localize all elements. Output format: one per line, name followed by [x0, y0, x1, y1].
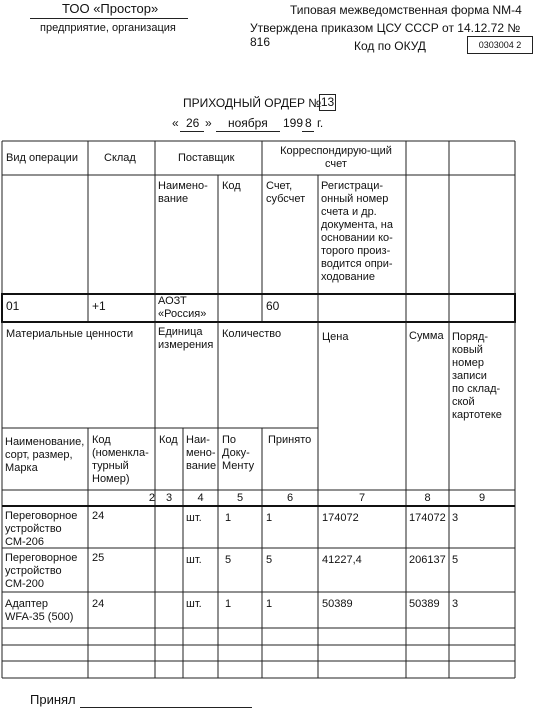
row-index: 5	[452, 554, 459, 566]
date-year-underline	[302, 131, 314, 132]
value-vid-operacii: 01	[6, 299, 20, 313]
header-cena: Цена	[322, 331, 349, 343]
header-prinyato: Принято	[268, 434, 312, 446]
header-postavshik-naim: Наимено- вание	[158, 180, 208, 205]
row-name: Переговорное устройство СМ-200	[5, 552, 78, 590]
row-accepted-qty: 1	[266, 598, 273, 610]
date-open-quote: «	[172, 116, 179, 130]
date-close-quote: »	[205, 116, 212, 130]
header-reg-nomer: Регистраци- онный номер счета и др. документа, на основании ко- торого произ- водится опри- ходование	[321, 180, 393, 283]
header-ed-naim: Наи- мено- вание	[186, 434, 217, 472]
row-price: 41227,4	[322, 554, 362, 566]
header-edinica: Единица измерения	[158, 326, 214, 351]
header-kod-nomenkl: Код (номенкла- турный Номер)	[92, 434, 149, 485]
value-postavshik-naim: АОЗТ «Россия»	[158, 295, 207, 320]
col-number: 8	[424, 492, 431, 504]
okud-code-box	[467, 36, 533, 54]
date-year-digit: 8	[305, 116, 312, 130]
row-unit: шт.	[186, 598, 202, 610]
received-by-signature-line[interactable]	[80, 707, 252, 708]
header-naimenovanie: Наименование, сорт, размер, Марка	[5, 436, 85, 474]
col-number: 4	[197, 492, 204, 504]
row-unit: шт.	[186, 554, 202, 566]
order-number: 13	[320, 95, 335, 109]
row-code: 24	[92, 598, 105, 610]
form-approval-line: Утверждена приказом ЦСУ СССР от 14.12.72 № 816	[250, 21, 521, 49]
organization-caption: предприятие, организация	[40, 22, 176, 34]
received-by-label: Принял	[30, 692, 76, 707]
document-title: ПРИХОДНЫЙ ОРДЕР №	[183, 96, 322, 110]
header-schet-subschet: Счет, субсчет	[266, 180, 306, 205]
date-day-underline	[180, 131, 204, 132]
row-doc-qty: 1	[225, 512, 232, 524]
date-day: 26	[186, 116, 200, 130]
header-vid-operacii: Вид операции	[6, 152, 78, 164]
row-sum: 206137	[409, 554, 446, 566]
organization-name: ТОО «Простор»	[62, 1, 159, 16]
col-number: 2	[148, 492, 155, 504]
row-doc-qty: 1	[225, 598, 232, 610]
header-summa: Сумма	[409, 330, 444, 342]
header-postavshik-kod: Код	[222, 180, 241, 192]
row-accepted-qty: 1	[266, 512, 273, 524]
header-po-dokumentu: По Доку- Менту	[222, 434, 255, 472]
row-doc-qty: 5	[225, 554, 232, 566]
header-kolichestvo: Количество	[222, 328, 282, 340]
row-unit: шт.	[186, 512, 202, 524]
row-index: 3	[452, 512, 459, 524]
row-index: 3	[452, 598, 459, 610]
date-month: ноября	[228, 116, 268, 130]
row-sum: 50389	[409, 598, 440, 610]
row-accepted-qty: 5	[266, 554, 273, 566]
row-code: 25	[92, 552, 105, 564]
header-ed-kod: Код	[159, 434, 178, 446]
date-month-underline	[216, 131, 280, 132]
header-mat-cennosti: Материальные ценности	[6, 328, 134, 340]
col-number: 6	[286, 492, 294, 504]
row-price: 174072	[322, 512, 359, 524]
col-number: 7	[358, 492, 366, 504]
col-number: 3	[165, 492, 173, 504]
form-type-line: Типовая межведомственная форма NM-4	[290, 3, 522, 17]
date-year-prefix: 199	[283, 116, 304, 130]
header-poryad-nomer: Поряд- ковый номер записи по склад- ской картотеке	[452, 331, 502, 421]
organization-underline	[30, 18, 188, 19]
value-sklad: +1	[92, 299, 106, 313]
row-name: Переговорное устройство СМ-206	[5, 510, 78, 548]
row-code: 24	[92, 510, 105, 522]
row-sum: 174072	[409, 512, 446, 524]
col-number: 5	[236, 492, 244, 504]
row-name: Адаптер WFA-35 (500)	[5, 598, 74, 623]
col-number: 9	[478, 492, 486, 504]
row-price: 50389	[322, 598, 353, 610]
header-postavshik: Поставщик	[178, 152, 235, 164]
header-sklad: Склад	[104, 152, 136, 164]
date-year-suffix: г.	[317, 116, 324, 130]
value-schet: 60	[266, 299, 280, 313]
header-korr-schet: Корреспондирую-щий счет	[280, 145, 392, 170]
okud-code: 0303004 2	[478, 40, 522, 50]
okud-label: Код по ОКУД	[354, 39, 426, 53]
